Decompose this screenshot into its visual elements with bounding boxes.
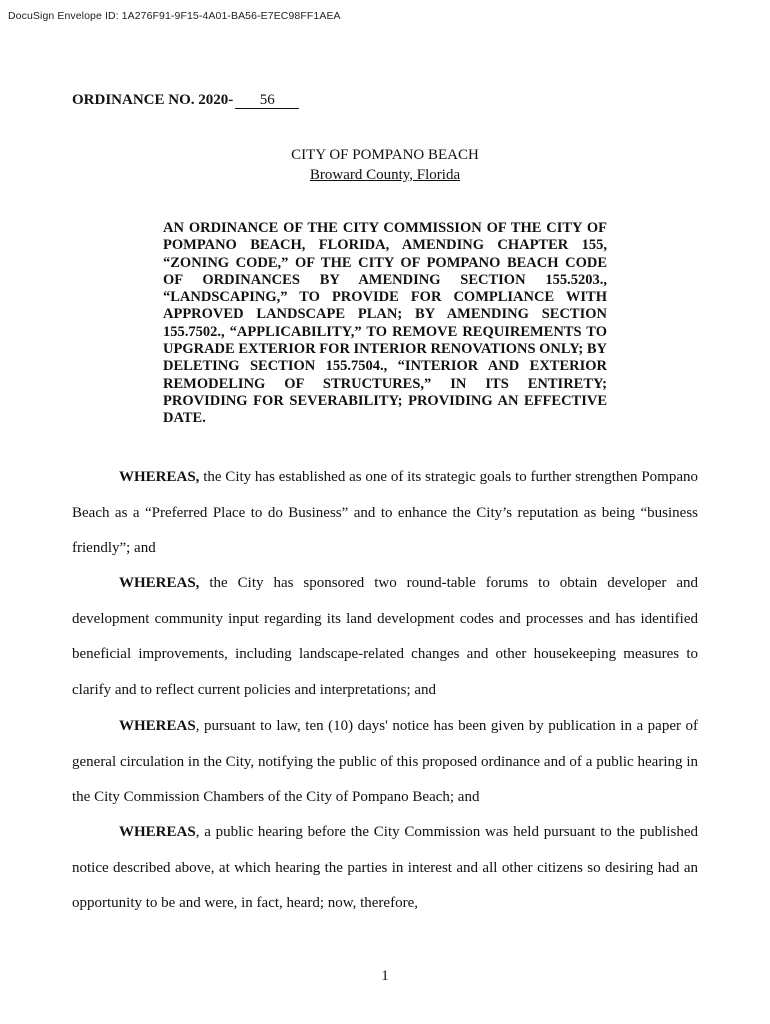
ordinance-number-line [72,92,299,109]
whereas-paragraph-4 [72,815,698,922]
page-number: 1 [381,968,389,984]
whereas-paragraph-1 [72,460,698,567]
county-name: Broward County, Florida [309,167,461,183]
paragraph-text: , pursuant to law, ten (10) days' notice has been given by publication in a paper of general circulation in the City, notifying the public of this proposed ordinance and of a public hearing in the City Commission Chambers of the City of Pompano Beach; and [72,718,698,805]
paragraph-text: the City has established as one of its strategic goals to further strengthen Pompano Beach as a “Preferred Place to do Business” and to enhance the City’s reputation as being “business friendly”; and [72,469,698,556]
ordinance-label: ORDINANCE NO. 2020- [72,92,234,108]
paragraph-text: the City has sponsored two round-table forums to obtain developer and development community input regarding its land development codes and processes and has identified beneficial improvements, including landscape-related changes and other housekeeping measures to clarify and to reflect current policies and interpretations; and [72,575,698,698]
paragraph-text: , a public hearing before the City Commission was held pursuant to the published notice described above, at which hearing the parties in interest and all other citizens so desiring had an opportunity to be and were, in fact, heard; now, therefore, [72,824,698,911]
whereas-paragraph-3 [72,709,698,816]
ordinance-title: AN ORDINANCE OF THE CITY COMMISSION OF THE CITY OF POMPANO BEACH, FLORIDA, AMENDING CHAPTER 155, “ZONING CODE,” OF THE CITY OF POMPANO BEACH CODE OF ORDINANCES BY AMENDING SECTION 155.5203., “LANDSCAPING,” TO PROVIDE FOR COMPLIANCE WITH APPROVED LANDSCAPE PLAN; BY AMENDING SECTION 155.7502., “APPLICABILITY,” TO REMOVE REQUIREMENTS TO UPGRADE EXTERIOR FOR INTERIOR RENOVATIONS ONLY; BY DELETING SECTION 155.7504., “INTERIOR AND EXTERIOR REMODELING OF STRUCTURES,” IN ITS ENTIRETY; PROVIDING FOR SEVERABILITY; PROVIDING AN EFFECTIVE DATE. [163,220,607,427]
whereas-paragraph-2 [72,566,698,708]
whereas-lead: WHEREAS, [119,575,200,591]
whereas-lead: WHEREAS [119,718,196,734]
whereas-lead: WHEREAS, [119,469,200,485]
docusign-envelope-id: DocuSign Envelope ID: 1A276F91-9F15-4A01-BA56-E7EC98FF1AEA [8,10,341,22]
whereas-lead: WHEREAS [119,824,196,840]
ordinance-number: 56 [235,92,299,109]
city-name: CITY OF POMPANO BEACH [291,147,479,163]
